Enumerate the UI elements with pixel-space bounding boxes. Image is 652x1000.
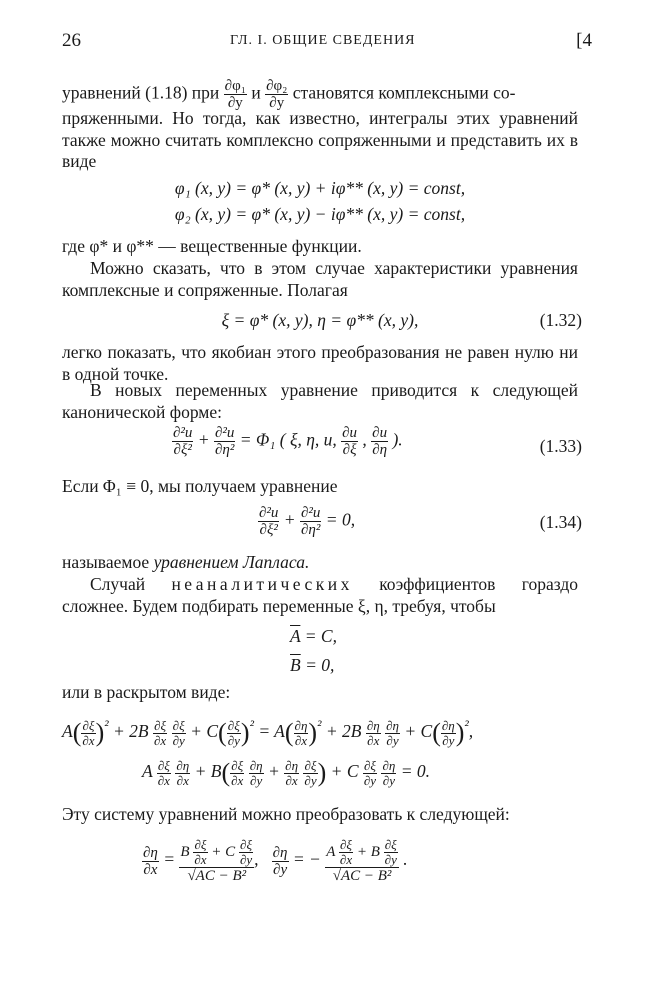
equation-1-33: $\frac{\text{∂²u}}{\text{∂ξ²}}$ + $\frac{\text{∂²u}}{\text{∂η²}}$ = Φ₁ ( ξ, η, u, $\frac{\partial u}{\partial\xi}$ , $\frac{\partial u}{\partial\eta}$ ). <box>173 425 403 458</box>
fraction-first: B $\frac{\partial\xi}{\partial x}$ + C $\frac{\partial\xi}{\partial y}$ √AC − B² <box>180 837 253 884</box>
paragraph-7: Эту систему уравнений можно преобразовать к следующей: <box>62 804 510 824</box>
equation-phi2: φ₂ (x, y) = φ* (x, y) − iφ** (x, y) = const, <box>174 204 466 224</box>
paragraph-6: Случай неаналитических коэффициентов гораздо сложнее. Будем подбирать переменные ξ, η, требуя, чтобы <box>62 574 579 616</box>
equation-number-1-34: (1.34) <box>539 512 582 532</box>
expanded-equation-2: A $\frac{\partial\xi}{\partial x}$ $\frac{\partial\eta}{\partial x}$ + B( $\frac{\partial\xi}{\partial x}$ $\frac{\partial\eta}{\partial y}$ + $\frac{\partial\eta}{\partial x}$ $\frac{\partial\xi}{\partial y}$ ) + C $\frac{\partial\xi}{\partial y}$ $\frac{\partial\eta}{\partial y}$ = 0. <box>142 757 431 788</box>
page-header <box>62 30 592 54</box>
fraction-dphi1-dy: $\frac{\text{∂φ₁}}{\partial y}$ <box>224 78 246 111</box>
where-line: где φ* и φ** — вещественные функции. <box>62 236 362 256</box>
equation-1-34: $\frac{\text{∂²u}}{\text{∂ξ²}}$ + $\frac{\text{∂²u}}{\text{∂η²}}$ = 0, <box>259 505 356 538</box>
equation-A-equals-C: $\overline{A} = C$, <box>290 626 337 646</box>
fraction-dphi2-dy: $\frac{\text{∂φ₂}}{\partial y}$ <box>266 78 288 111</box>
page-number: 26 <box>62 30 81 51</box>
equation-number-1-33: (1.33) <box>539 436 582 456</box>
section-number: [4 <box>576 30 592 51</box>
expanded-equation-1: A( $\frac{\partial\xi}{\partial x}$ )$^{^2}$ + 2B $\frac{\partial\xi}{\partial x}$ $\frac{\partial\xi}{\partial y}$ + C( $\frac{\partial\xi}{\partial y}$ )$^{^2}$ = A( $\frac{\partial\eta}{\partial x}$ )$^{^2}$ + 2B $\frac{\partial\eta}{\partial x}$ $\frac{\partial\eta}{\partial y}$ + C( $\frac{\partial\eta}{\partial y}$ )$^{^2}$, <box>62 717 474 748</box>
paragraph-4: В новых переменных уравнение приводится к следующей канонической форме: <box>62 380 578 422</box>
paragraph-1-cont: пряженными. Но тогда, как известно, интегралы этих уравнений также можно считать комплексно сопряженными и представить их в виде <box>62 108 578 171</box>
paragraph-5: называемое уравнением Лапласа. <box>62 552 310 572</box>
equation-number-1-32: (1.32) <box>539 310 582 330</box>
equation-1-32: ξ = φ* (x, y), η = φ** (x, y), <box>221 310 419 330</box>
fraction-second: A $\frac{\partial\xi}{\partial x}$ + B $\frac{\partial\xi}{\partial y}$ √AC − B² <box>326 837 397 884</box>
paragraph-2: Можно сказать, что в этом случае характеристики уравнения комплексные и сопряженные. Полагая <box>62 258 578 300</box>
paragraph-1: уравнений (1.18) при $\frac{\text{∂φ₁}}{\partial y}$ и $\frac{\text{∂φ₂}}{\partial y}$ становятся комплексными со- <box>62 78 516 111</box>
equation-phi1: φ₁ (x, y) = φ* (x, y) + iφ** (x, y) = const, <box>174 178 466 198</box>
if-line: Если Φ₁ ≡ 0, мы получаем уравнение <box>62 476 338 496</box>
paragraph-3: легко показать, что якобиан этого преобразования не равен нулю ни в одной точке. <box>62 342 578 384</box>
final-system: $\frac{\partial\eta}{\partial x}$ = B $\frac{\partial\xi}{\partial x}$ + C $\frac{\partial\xi}{\partial y}$ √AC − B² , $\frac{\partial\eta}{\partial y}$ = − A $\frac{\partial\xi}{\partial x}$ + B $\frac{\partial\xi}{\partial y}$ √AC − B² . <box>143 837 408 884</box>
equation-B-equals-0: $\overline{B} = 0$, <box>290 655 335 675</box>
expanded-form-line: или в раскрытом виде: <box>62 682 231 702</box>
running-title: ГЛ. I. ОБЩИЕ СВЕДЕНИЯ <box>230 33 416 48</box>
